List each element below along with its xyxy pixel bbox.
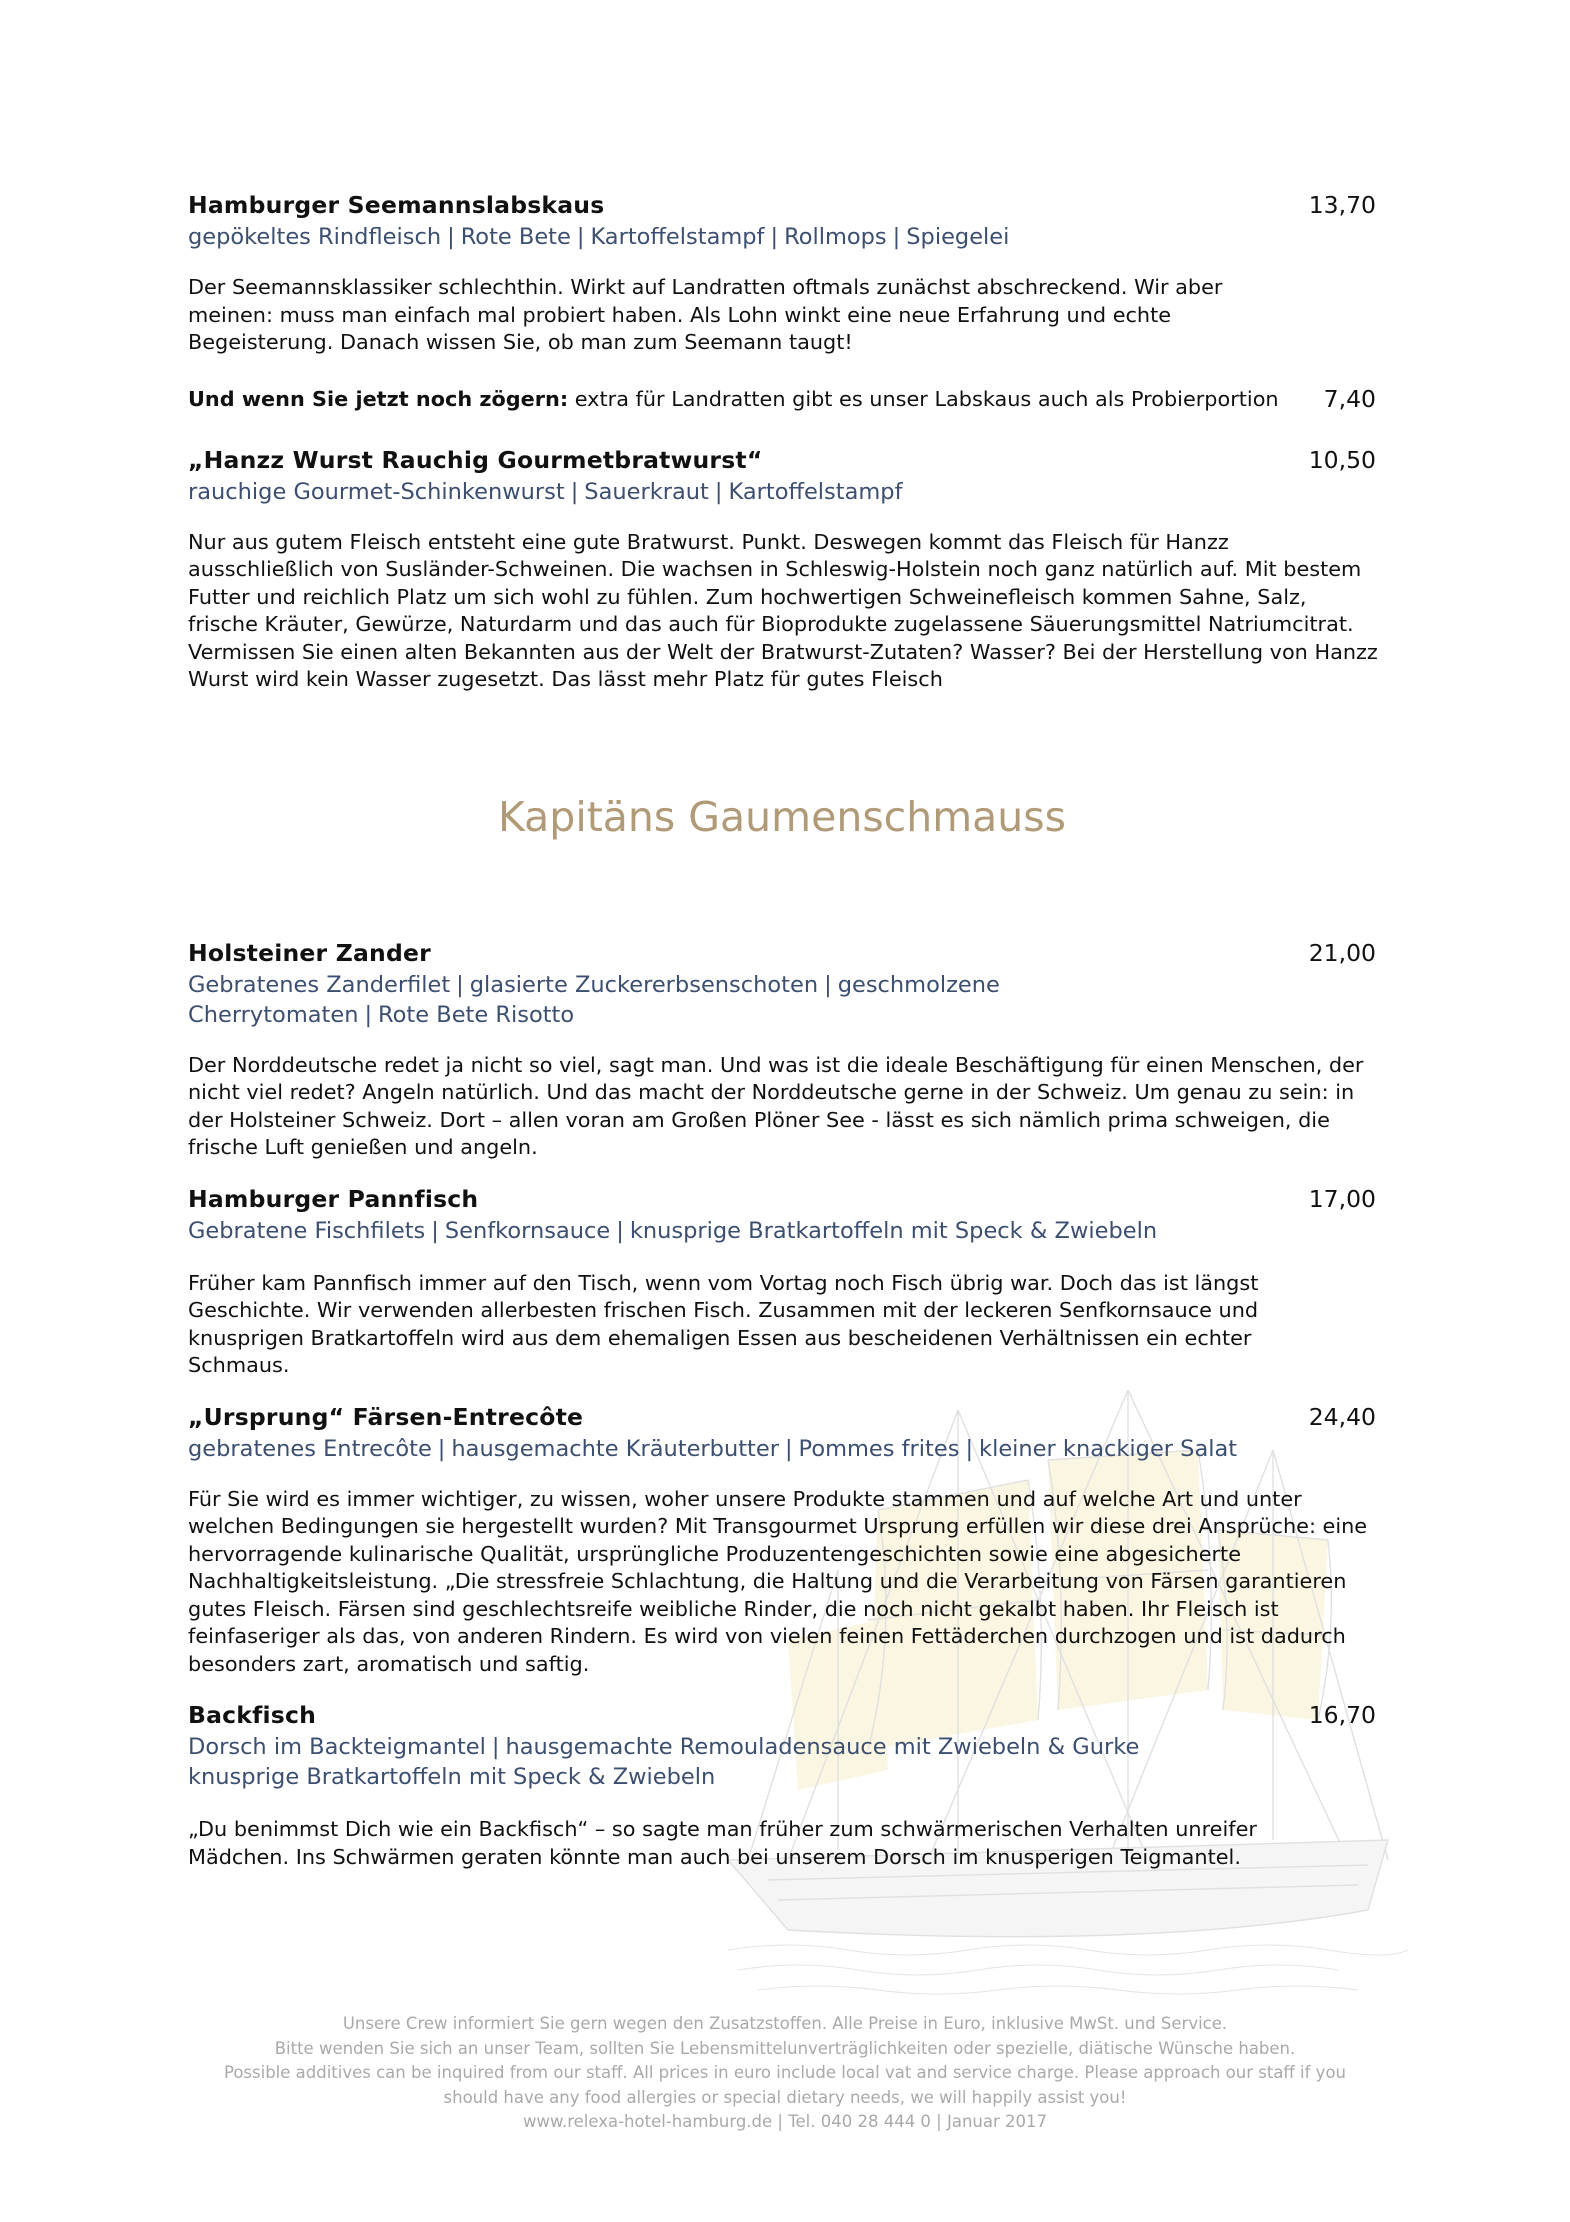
- dish-hanzz-wurst: [188, 443, 1376, 694]
- dish-price: 21,00: [1308, 938, 1376, 967]
- dish-ingredients: gebratenes Entrecôte | hausgemachte Kräuterbutter | Pommes frites | kleiner knackiger Salat: [188, 1435, 1238, 1462]
- dish-ingredients: gepökeltes Rindfleisch | Rote Bete | Kartoffelstampf | Rollmops | Spiegelei: [188, 224, 1010, 250]
- dish-description: Früher kam Pannfisch immer auf den Tisch, wenn vom Vortag noch Fisch übrig war. Doch das ist längst Geschichte. Wir verwenden allerbesten frischen Fisch. Zusammen mit der leckeren Senfkornsauce und knusprigen Bratkartoffeln wird aus dem ehemaligen Essen aus bescheidenen Verhältnissen ein echter Schmaus.: [188, 1270, 1259, 1377]
- dish-ingredients: Gebratenes Zanderfilet | glasierte Zuckererbsenschoten | geschmolzene Cherrytomaten | Rote Bete Risotto: [188, 971, 1000, 1028]
- dish-description: Der Seemannsklassiker schlechthin. Wirkt auf Landratten oftmals zunächst abschreckend. Wir aber meinen: muss man einfach mal probiert haben. Als Lohn winkt eine neue Erfahrung und echte Begeisterung. Danach wissen Sie, ob man zum Seemann taugt!: [188, 275, 1223, 354]
- footer-line: should have any food allergies or special dietary needs, we will happily assist you!: [443, 2087, 1127, 2107]
- footer-line: Possible additives can be inquired from our staff. All prices in euro include local vat and service charge. Please approach our staff if you: [223, 2063, 1347, 2082]
- dish-description: Für Sie wird es immer wichtiger, zu wissen, woher unsere Produkte stammen und auf welche Art und unter welchen Bedingungen sie hergestellt wurden? Mit Transgourmet Ursprung erfüllen wir diese drei Ansprüche: eine hervorragende kulinarische Qualität, ursprüngliche Produzentengeschichten sowie eine abgesicherte Nachhaltigkeitsleistung. „Die stressfreie Schlachtung, die Haltung und die Verarbeitung von Färsen garantieren gutes Fleisch. Färsen sind geschlechtsreife weibliche Rinder, die noch nicht gekalbt haben. Ihr Fleisch ist feinfaseriger als das, von anderen Rindern. Es wird von vielen feinen Fettäderchen durchzogen und ist dadurch besonders zart, aromatisch und saftig.: [188, 1486, 1368, 1676]
- dish-price: 24,40: [1308, 1402, 1376, 1431]
- dish-title: Backfisch: [188, 1701, 317, 1729]
- dish-backfisch: [188, 1698, 1376, 1871]
- dish-title: Holsteiner Zander: [188, 938, 431, 967]
- dish-price: 17,00: [1308, 1184, 1376, 1213]
- footer-line: Bitte wenden Sie sich an unser Team, sollten Sie Lebensmittelunverträglichkeiten oder spezielle, diätische Wünsche haben.: [274, 2038, 1296, 2058]
- dish-title: Hamburger Pannfisch: [188, 1184, 479, 1213]
- probierportion-note: Und wenn Sie jetzt noch zögern: extra für Landratten gibt es unser Labskaus auch als Probierportion 7,40: [188, 384, 1376, 413]
- dish-seemannslabskaus: [188, 188, 1376, 413]
- dish-ingredients: Gebratene Fischfilets | Senfkornsauce | knusprige Bratkartoffeln mit Speck & Zwiebeln: [188, 1217, 1158, 1244]
- section-title: Kapitäns Gaumenschmauss: [498, 792, 1066, 841]
- dish-title: „Hanzz Wurst Rauchig Gourmetbratwurst“: [188, 445, 763, 474]
- footer-contact: www.relexa-hotel-hamburg.de | Tel. 040 28 444 0 | Januar 2017: [522, 2112, 1048, 2131]
- dish-faersen-entrecote: [188, 1400, 1376, 1679]
- dish-price: 10,50: [1308, 445, 1376, 474]
- dish-ingredients: rauchige Gourmet-Schinkenwurst | Sauerkraut | Kartoffelstampf: [188, 478, 903, 505]
- footer: [0, 2012, 1570, 2135]
- dish-price: 16,70: [1308, 1701, 1376, 1729]
- menu-content: [188, 188, 1376, 1871]
- dish-description: Der Norddeutsche redet ja nicht so viel, sagt man. Und was ist die ideale Beschäftigung für einen Menschen, der nicht viel redet? Angeln natürlich. Und das macht der Norddeutsche gerne in der Schweiz. Um genau zu sein: in der Holsteiner Schweiz. Dort – allen voran am Großen Plöner See - lässt es sich nämlich prima schweigen, die frische Luft genießen und angeln.: [188, 1052, 1364, 1159]
- dish-hamburger-pannfisch: [188, 1182, 1376, 1380]
- dish-title: „Ursprung“ Färsen-Entrecôte: [188, 1402, 584, 1431]
- dish-title: Hamburger Seemannslabskaus: [188, 191, 605, 219]
- probierportion-price: 7,40: [1323, 384, 1376, 413]
- dish-holsteiner-zander: [188, 936, 1376, 1162]
- dish-price: 13,70: [1308, 191, 1376, 219]
- dish-ingredients: Dorsch im Backteigmantel | hausgemachte Remouladensauce mit Zwiebeln & Gurke knusprige Bratkartoffeln mit Speck & Zwiebeln: [188, 1734, 1140, 1790]
- footer-line: Unsere Crew informiert Sie gern wegen den Zusatzstoffen. Alle Preise in Euro, inklusive MwSt. und Service.: [342, 2014, 1228, 2033]
- dish-description: Nur aus gutem Fleisch entsteht eine gute Bratwurst. Punkt. Deswegen kommt das Fleisch für Hanzz ausschließlich von Susländer-Schweinen. Die wachsen in Schleswig-Holstein noch ganz natürlich auf. Mit bestem Futter und reichlich Platz um sich wohl zu fühlen. Zum hochwertigen Schweinefleisch kommen Sahne, Salz, frische Kräuter, Gewürze, Naturdarm und das auch für Bioprodukte zugelassene Säuerungsmittel Natriumcitrat. Vermissen Sie einen alten Bekannten aus der Welt der Bratwurst-Zutaten? Wasser? Bei der Herstellung von Hanzz Wurst wird kein Wasser zugesetzt. Das lässt mehr Platz für gutes Fleisch: [188, 529, 1378, 691]
- dish-description: „Du benimmst Dich wie ein Backfisch“ – so sagte man früher zum schwärmerischen Verhalten unreifer Mädchen. Ins Schwärmen geraten könnte man auch bei unserem Dorsch im knusperigen Teigmantel.: [188, 1817, 1257, 1869]
